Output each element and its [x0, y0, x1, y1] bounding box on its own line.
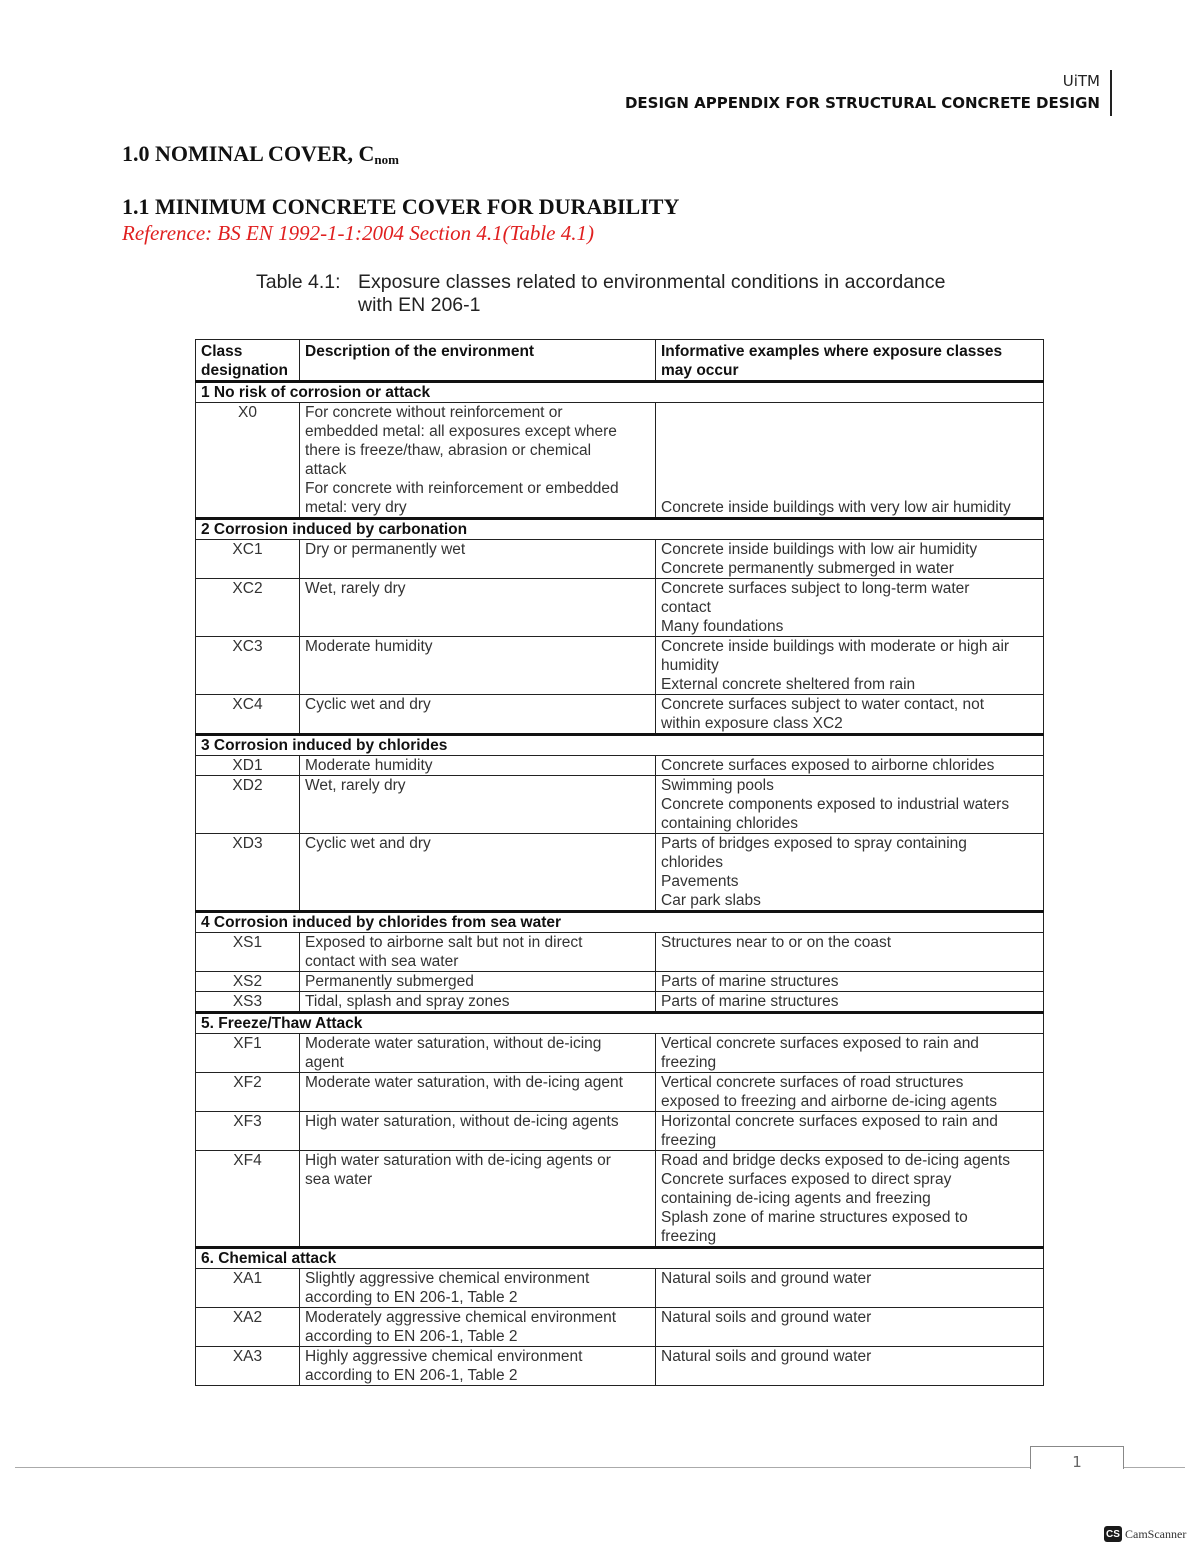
table-row: [196, 972, 1044, 992]
example-line: Parts of marine structures: [661, 973, 839, 990]
informative-examples: [656, 933, 1044, 972]
environment-description: [300, 579, 656, 637]
page-number: 1: [1030, 1446, 1124, 1469]
header-class-designation: [196, 340, 300, 382]
informative-examples: [656, 1269, 1044, 1308]
example-line: freezing: [661, 1054, 717, 1071]
description-line: according to EN 206-1, Table 2: [305, 1367, 518, 1384]
section-row: [196, 382, 1044, 403]
example-line: External concrete sheltered from rain: [661, 676, 916, 693]
table-row: [196, 776, 1044, 834]
description-line: contact with sea water: [305, 953, 459, 970]
description-line: Cyclic wet and dry: [305, 835, 431, 852]
table-row: [196, 1151, 1044, 1248]
description-line: Dry or permanently wet: [305, 541, 466, 558]
description-line: Wet, rarely dry: [305, 580, 406, 597]
environment-description: [300, 695, 656, 735]
informative-examples: [656, 637, 1044, 695]
example-line: Natural soils and ground water: [661, 1348, 872, 1365]
environment-description: [300, 1347, 656, 1386]
example-line: Many foundations: [661, 618, 784, 635]
table-header-row: [196, 340, 1044, 382]
description-line: Moderately aggressive chemical environment: [305, 1309, 617, 1326]
header-description: Description of the environment: [300, 340, 656, 382]
environment-description: [300, 1269, 656, 1308]
camscanner-logo-icon: CS: [1104, 1526, 1122, 1542]
description-line: Moderate water saturation, without de-icing: [305, 1035, 602, 1052]
description-line: there is freeze/thaw, abrasion or chemical: [305, 442, 592, 459]
example-line: freezing: [661, 1228, 717, 1245]
table-row: [196, 1112, 1044, 1151]
class-code: XS1: [196, 933, 300, 972]
class-code: XC1: [196, 540, 300, 579]
table-row: [196, 1073, 1044, 1112]
description-line: Wet, rarely dry: [305, 777, 406, 794]
table-caption: [256, 271, 946, 317]
example-line: chlorides: [661, 854, 724, 871]
class-code: XA3: [196, 1347, 300, 1386]
example-line: Pavements: [661, 873, 739, 890]
table-caption-line1: Exposure classes related to environmental conditions in accordance: [358, 271, 946, 293]
environment-description: [300, 1308, 656, 1347]
informative-examples: [656, 540, 1044, 579]
table-caption-line2: with EN 206-1: [358, 294, 481, 316]
class-code: XA2: [196, 1308, 300, 1347]
informative-examples: [656, 1347, 1044, 1386]
example-line: exposed to freezing and airborne de-icing agents: [661, 1093, 998, 1110]
example-line: Concrete inside buildings with low air humidity: [661, 541, 978, 558]
example-line: Vertical concrete surfaces of road structures: [661, 1074, 964, 1091]
table-row: [196, 933, 1044, 972]
table-row: [196, 637, 1044, 695]
informative-examples: [656, 834, 1044, 912]
table-row: [196, 834, 1044, 912]
heading-nominal-cover-subscript: nom: [374, 152, 399, 167]
example-line: Natural soils and ground water: [661, 1309, 872, 1326]
example-line: Horizontal concrete surfaces exposed to rain and: [661, 1113, 998, 1130]
header-examples: [656, 340, 1044, 382]
class-code: X0: [196, 403, 300, 519]
table-row: [196, 540, 1044, 579]
heading-minimum-cover: 1.1 MINIMUM CONCRETE COVER FOR DURABILITY: [122, 194, 680, 219]
example-line: containing chlorides: [661, 815, 799, 832]
section-row: [196, 735, 1044, 756]
header-title: DESIGN APPENDIX FOR STRUCTURAL CONCRETE DESIGN: [624, 94, 1100, 112]
example-line: Parts of marine structures: [661, 993, 839, 1010]
section-title: 5. Freeze/Thaw Attack: [196, 1013, 1044, 1034]
class-code: XS2: [196, 972, 300, 992]
description-line: Tidal, splash and spray zones: [305, 993, 510, 1010]
example-line: within exposure class XC2: [661, 715, 843, 732]
environment-description: [300, 1151, 656, 1248]
example-line: Swimming pools: [661, 777, 774, 794]
class-code: XS3: [196, 992, 300, 1013]
example-line: Concrete surfaces exposed to airborne chlorides: [661, 757, 995, 774]
environment-description: [300, 992, 656, 1013]
class-code: XD3: [196, 834, 300, 912]
example-line: Concrete inside buildings with moderate or high air: [661, 638, 1010, 655]
table-row: [196, 992, 1044, 1013]
description-line: Exposed to airborne salt but not in direct: [305, 934, 583, 951]
informative-examples: [656, 1073, 1044, 1112]
class-code: XF3: [196, 1112, 300, 1151]
example-line: freezing: [661, 1132, 717, 1149]
table-row: [196, 695, 1044, 735]
description-line: For concrete without reinforcement or: [305, 404, 563, 421]
environment-description: [300, 756, 656, 776]
example-line: Structures near to or on the coast: [661, 934, 892, 951]
description-line: Permanently submerged: [305, 973, 474, 990]
example-line: Concrete surfaces subject to long-term water: [661, 580, 970, 597]
description-line: according to EN 206-1, Table 2: [305, 1328, 518, 1345]
example-line: Splash zone of marine structures exposed to: [661, 1209, 968, 1226]
footer-divider: [15, 1467, 1185, 1468]
table-row: [196, 1269, 1044, 1308]
page-header: [625, 70, 1112, 116]
exposure-classes-table: [195, 339, 1044, 1386]
environment-description: [300, 1112, 656, 1151]
informative-examples: [656, 1151, 1044, 1248]
table-row: [196, 1308, 1044, 1347]
reference-note: Reference: BS EN 1992-1-1:2004 Section 4.1(Table 4.1): [122, 221, 594, 245]
table-row: [196, 1034, 1044, 1073]
camscanner-label: CamScanner: [1125, 1526, 1187, 1541]
description-line: according to EN 206-1, Table 2: [305, 1289, 518, 1306]
example-line: humidity: [661, 657, 719, 674]
class-code: XF2: [196, 1073, 300, 1112]
environment-description: [300, 776, 656, 834]
class-code: XD1: [196, 756, 300, 776]
description-line: Moderate humidity: [305, 757, 433, 774]
description-line: High water saturation with de-icing agents or: [305, 1152, 611, 1169]
example-line: Natural soils and ground water: [661, 1270, 872, 1287]
description-line: Moderate water saturation, with de-icing agent: [305, 1074, 623, 1091]
camscanner-watermark: [1104, 1526, 1186, 1542]
informative-examples: [656, 1034, 1044, 1073]
environment-description: [300, 403, 656, 519]
class-code: XC2: [196, 579, 300, 637]
table-row: [196, 756, 1044, 776]
section-row: [196, 519, 1044, 540]
section-title: 4 Corrosion induced by chlorides from sea water: [196, 912, 1044, 933]
example-line: Concrete permanently submerged in water: [661, 560, 954, 577]
description-line: sea water: [305, 1171, 373, 1188]
table-caption-label: Table 4.1:: [256, 271, 341, 293]
example-line: Road and bridge decks exposed to de-icing agents: [661, 1152, 1010, 1169]
description-line: For concrete with reinforcement or embedded: [305, 480, 619, 497]
description-line: metal: very dry: [305, 499, 407, 516]
description-line: attack: [305, 461, 347, 478]
example-line: Car park slabs: [661, 892, 761, 909]
description-line: embedded metal: all exposures except where: [305, 423, 617, 440]
example-line: Vertical concrete surfaces exposed to rain and: [661, 1035, 979, 1052]
heading-nominal-cover: [122, 141, 399, 168]
header-class-line2: designation: [201, 362, 288, 379]
table-row: [196, 403, 1044, 519]
example-line: Concrete surfaces exposed to direct spray: [661, 1171, 952, 1188]
table-row: [196, 1347, 1044, 1386]
class-code: XF4: [196, 1151, 300, 1248]
environment-description: [300, 1034, 656, 1073]
informative-examples: [656, 1112, 1044, 1151]
table-row: [196, 579, 1044, 637]
class-code: XC4: [196, 695, 300, 735]
description-line: agent: [305, 1054, 344, 1071]
informative-examples: [656, 972, 1044, 992]
description-line: High water saturation, without de-icing agents: [305, 1113, 619, 1130]
environment-description: [300, 1073, 656, 1112]
header-examples-line2: may occur: [661, 362, 739, 379]
class-code: XF1: [196, 1034, 300, 1073]
description-line: Cyclic wet and dry: [305, 696, 431, 713]
header-examples-line1: Informative examples where exposure classes: [661, 343, 1003, 360]
example-line: contact: [661, 599, 711, 616]
description-line: Highly aggressive chemical environment: [305, 1348, 583, 1365]
section-title: 2 Corrosion induced by carbonation: [196, 519, 1044, 540]
environment-description: [300, 972, 656, 992]
informative-examples: [656, 579, 1044, 637]
example-line: Concrete components exposed to industrial waters: [661, 796, 1010, 813]
heading-nominal-cover-text: 1.0 NOMINAL COVER, C: [122, 141, 375, 166]
example-line: Concrete inside buildings with very low air humidity: [661, 499, 1011, 516]
environment-description: [300, 834, 656, 912]
description-line: Moderate humidity: [305, 638, 433, 655]
example-line: Parts of bridges exposed to spray containing: [661, 835, 967, 852]
example-line: Concrete surfaces subject to water contact, not: [661, 696, 985, 713]
informative-examples: [656, 1308, 1044, 1347]
environment-description: [300, 933, 656, 972]
header-class-line1: Class: [201, 343, 243, 360]
section-row: [196, 1248, 1044, 1269]
class-code: XD2: [196, 776, 300, 834]
section-row: [196, 912, 1044, 933]
environment-description: [300, 637, 656, 695]
informative-examples: [656, 776, 1044, 834]
class-code: XA1: [196, 1269, 300, 1308]
example-line: containing de-icing agents and freezing: [661, 1190, 931, 1207]
section-row: [196, 1013, 1044, 1034]
section-title: 3 Corrosion induced by chlorides: [196, 735, 1044, 756]
informative-examples: [656, 992, 1044, 1013]
class-code: XC3: [196, 637, 300, 695]
description-line: Slightly aggressive chemical environment: [305, 1270, 590, 1287]
informative-examples: [656, 695, 1044, 735]
section-title: 6. Chemical attack: [196, 1248, 1044, 1269]
informative-examples: [656, 403, 1044, 519]
header-org: UiTM: [1062, 72, 1100, 90]
section-title: 1 No risk of corrosion or attack: [196, 382, 1044, 403]
environment-description: [300, 540, 656, 579]
informative-examples: [656, 756, 1044, 776]
